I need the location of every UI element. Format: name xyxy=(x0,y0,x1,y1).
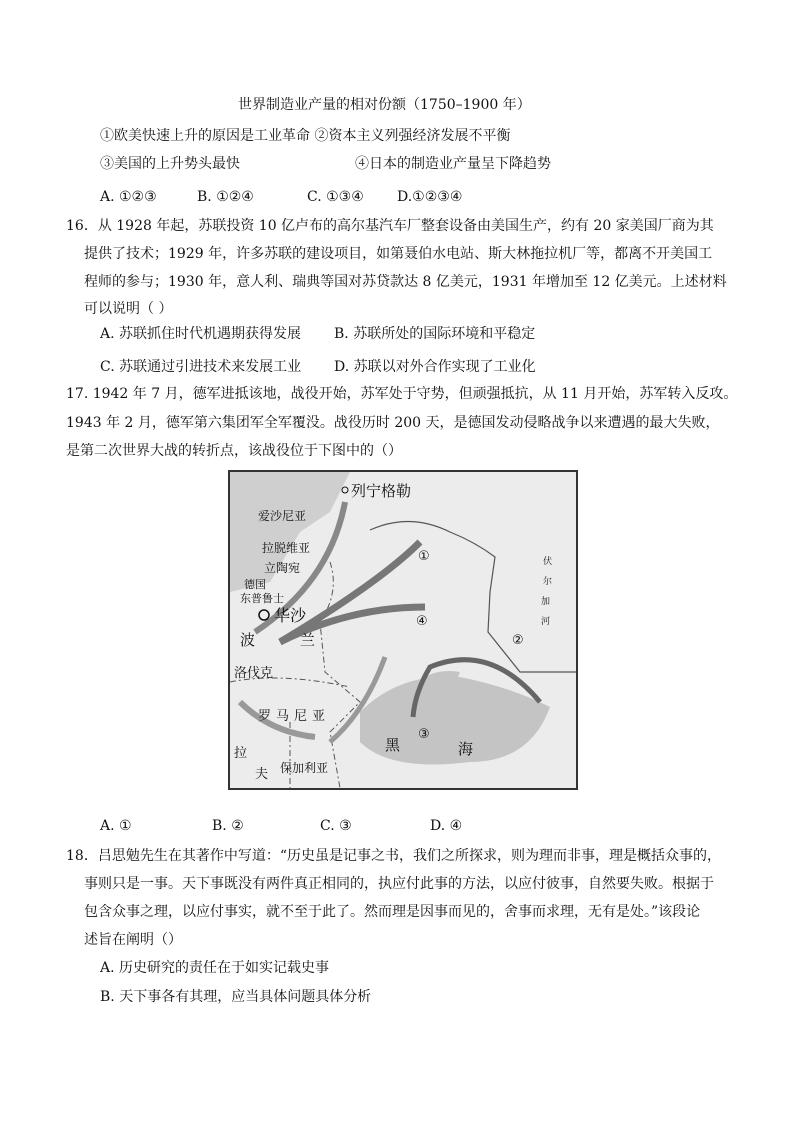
figure-caption: 世界制造业产量的相对份额（1750–1900 年） xyxy=(238,97,531,113)
question-18-text: 述旨在阐明（） xyxy=(84,932,182,948)
map-label: 保加利亚 xyxy=(280,761,329,775)
option-c: C. 苏联通过引进技术来发展工业 xyxy=(100,359,302,375)
question-16-text: 可以说明（ ） xyxy=(84,301,173,317)
map-label: 爱沙尼亚 xyxy=(258,509,307,523)
map-label: 加 xyxy=(541,597,551,607)
battle-map xyxy=(228,470,578,790)
option-a: A. 历史研究的责任在于如实记载史事 xyxy=(100,960,330,976)
option-a: A. ① xyxy=(100,818,132,834)
statement: ④日本的制造业产量呈下降趋势 xyxy=(355,156,551,172)
city-marker xyxy=(259,610,269,620)
map-label: 拉 xyxy=(234,746,248,761)
option-c: C. ①③④ xyxy=(307,189,364,205)
marker-3: ③ xyxy=(418,727,430,742)
question-18-text: 事则只是一事。天下事既没有两件真正相同的，执应付此事的方法，以应付彼事，自然要失败。根据于 xyxy=(84,876,714,892)
question-17-text: 17. 1942 年 7 月，德军进抵该地，战役开始，苏军处于守势，但顽强抵抗，从 11 月开始，苏军转入反攻。 xyxy=(66,386,738,402)
option-a: A. ①②③ xyxy=(100,189,157,205)
map-label: 立陶宛 xyxy=(264,561,301,575)
map-label: 东普鲁士 xyxy=(240,592,284,605)
option-b: B. 苏联所处的国际环境和平稳定 xyxy=(334,326,536,342)
question-16-text: 程师的参与；1930 年，意人利、瑞典等国对苏贷款达 8 亿美元，1931 年增加至 12 亿美元。上述材料 xyxy=(84,274,727,290)
question-16-text: 16．从 1928 年起，苏联投资 10 亿卢布的高尔基汽车厂整套设备由美国生产，约有 20 家美国厂商为其 xyxy=(66,218,714,234)
option-b: B. ② xyxy=(212,818,244,834)
map-label: 河 xyxy=(541,617,551,627)
city-marker xyxy=(342,487,348,493)
statement: ①欧美快速上升的原因是工业革命 ②资本主义列强经济发展不平衡 xyxy=(100,128,511,144)
map-label: 伏 xyxy=(543,557,553,567)
question-16-text: 提供了技术；1929 年，许多苏联的建设项目，如第聂伯水电站、斯大林拖拉机厂等，都离不开美国工 xyxy=(84,246,713,262)
map-label: 黑 xyxy=(385,736,401,754)
marker-1: ① xyxy=(418,549,430,564)
statement: ③美国的上升势头最快 xyxy=(100,156,240,172)
map-label: 海 xyxy=(458,740,474,758)
map-label: 罗马尼亚 xyxy=(258,709,331,724)
question-17-text: 1943 年 2 月，德军第六集团军全军覆没。战役历时 200 天，是德国发动侵略战争以来遭遇的最大失败， xyxy=(66,415,720,431)
question-18-text: 18．吕思勉先生在其著作中写道：“历史虽是记事之书，我们之所探求，则为理而非事，理是概括众事的， xyxy=(66,848,721,864)
map-label: 洛伐克 xyxy=(234,666,274,681)
map-label: 列宁格勒 xyxy=(351,482,412,500)
map-label: 拉脱维亚 xyxy=(262,541,311,555)
marker-4: ④ xyxy=(416,614,428,629)
map-label: 尔 xyxy=(543,577,553,587)
option-d: D. ④ xyxy=(430,818,463,834)
question-18-text: 包含众事之理，以应付事实，就不至于此了。然而理是因事而见的，舍事而求理，无有是处。”该段论 xyxy=(84,904,701,920)
option-c: C. ③ xyxy=(320,818,352,834)
question-17-text: 是第二次世界大战的转折点，该战役位于下图中的（） xyxy=(66,443,402,459)
option-d: D. 苏联以对外合作实现了工业化 xyxy=(334,359,536,375)
marker-2: ② xyxy=(512,633,524,648)
option-b: B. ①②④ xyxy=(197,189,254,205)
map-label: 德国 xyxy=(244,578,266,591)
map-label: 华沙 xyxy=(274,606,307,625)
map-label: 兰 xyxy=(300,631,316,649)
map-label: 夫 xyxy=(255,767,269,782)
option-d: D.①②③④ xyxy=(397,189,463,205)
option-a: A. 苏联抓住时代机遇期获得发展 xyxy=(100,326,302,342)
map-label: 波 xyxy=(240,631,256,649)
option-b: B. 天下事各有其理，应当具体问题具体分析 xyxy=(100,989,372,1005)
